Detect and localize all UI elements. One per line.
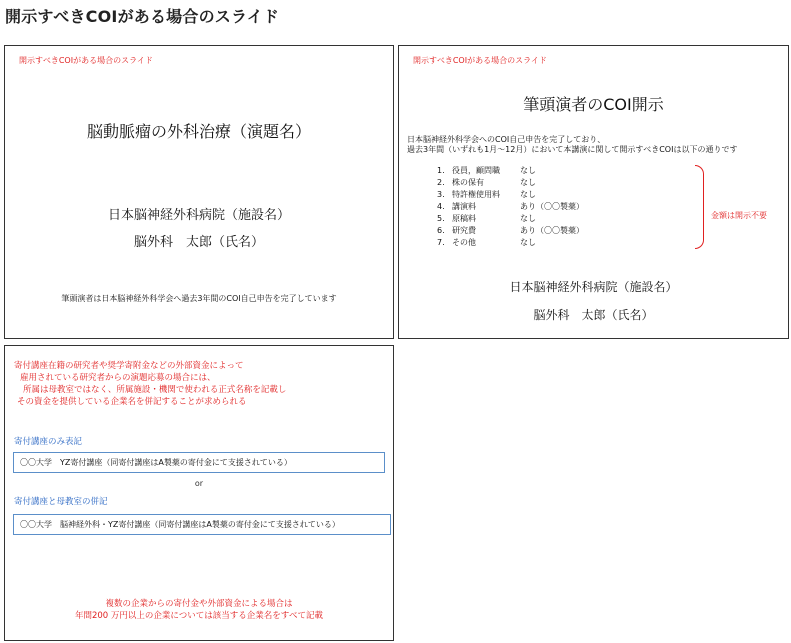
item-label: 役員，顧問職 (452, 166, 500, 175)
list-item (437, 201, 584, 213)
or-separator: or (194, 479, 204, 488)
item-value: なし (520, 166, 536, 175)
item-number: 7. (437, 238, 445, 247)
item-value: なし (520, 238, 536, 247)
institution-name: 日本脳神経外科病院（施設名） (509, 280, 678, 294)
list-item (437, 165, 584, 177)
item-number: 5. (437, 214, 445, 223)
list-item (437, 189, 584, 201)
item-number: 6. (437, 226, 445, 235)
note-line: 年間200 万円以上の企業については該当する企業名をすべて記載 (74, 611, 324, 621)
item-value: あり（〇〇製薬） (520, 226, 584, 235)
slide-coi-disclosure (398, 45, 789, 339)
coi-statement: 筆頭演者は日本脳神経外科学会へ過去3年間のCOI自己申告を完了しています (61, 294, 337, 303)
red-instructions (14, 360, 286, 408)
slide-corner-label: 開示すべきCOIがある場合のスライド (19, 56, 153, 65)
list-item (437, 225, 584, 237)
instruction-line: その資金を提供している企業名を併記することが求められる (17, 397, 247, 407)
item-label: 研究費 (452, 226, 476, 235)
item-value: なし (520, 214, 536, 223)
intro-line: 過去3年間（いずれも1月～12月）において本講演に関して開示すべきCOIは以下の通りです (407, 145, 738, 154)
item-label: 特許権使用料 (452, 190, 500, 199)
item-value: なし (520, 178, 536, 187)
list-item (437, 177, 584, 189)
item-value: なし (520, 190, 536, 199)
presentation-title: 脳動脈瘤の外科治療（演題名） (86, 122, 311, 141)
bottom-notes (5, 598, 393, 622)
example-box: 〇〇大学 脳神経外科・YZ寄付講座（同寄付講座はA製薬の寄付金にて支援されている） (13, 514, 391, 535)
item-label: 講演料 (452, 202, 476, 211)
item-number: 4. (437, 202, 445, 211)
intro-line: 日本脳神経外科学会へのCOI自己申告を完了しており、 (407, 135, 606, 144)
instruction-line: 寄付講座在籍の研究者や奨学寄附金などの外部資金によって (14, 361, 244, 371)
right-brace (695, 165, 704, 249)
section-heading: 寄付講座と母教室の併記 (14, 497, 108, 507)
instruction-line: 雇用されている研究者からの演題応募の場合には、 (20, 373, 216, 383)
item-label: 原稿料 (452, 214, 476, 223)
section-heading: 寄付講座のみ表記 (14, 437, 83, 447)
institution-name: 日本脳神経外科病院（施設名） (107, 208, 290, 223)
item-number: 3. (437, 190, 445, 199)
item-value: あり（〇〇製薬） (520, 202, 584, 211)
item-label: 株の保有 (452, 178, 484, 187)
disclosure-title: 筆頭演者のCOI開示 (523, 95, 664, 114)
presenter-name: 脳外科 太郎（氏名） (133, 235, 264, 250)
bracket-note: 金額は開示不要 (711, 211, 767, 220)
list-item (437, 237, 584, 249)
slide-title-example (4, 45, 394, 339)
item-number: 1. (437, 166, 445, 175)
item-number: 2. (437, 178, 445, 187)
presenter-name: 脳外科 太郎（氏名） (533, 308, 654, 322)
note-line: 複数の企業からの寄付金や外部資金による場合は (105, 599, 293, 609)
page-title: 開示すべきCOIがある場合のスライド (5, 7, 280, 26)
slide-corner-label: 開示すべきCOIがある場合のスライド (413, 56, 547, 65)
slide-endowed-chair-notes (4, 345, 394, 641)
example-box: 〇〇大学 YZ寄付講座（同寄付講座はA製薬の寄付金にて支援されている） (13, 452, 385, 473)
coi-item-list (437, 165, 584, 249)
instruction-line: 所属は母教室ではなく、所属施設・機関で使われる正式名称を記載し (23, 385, 287, 395)
item-label: その他 (452, 238, 476, 247)
disclosure-intro (407, 135, 737, 155)
list-item (437, 213, 584, 225)
